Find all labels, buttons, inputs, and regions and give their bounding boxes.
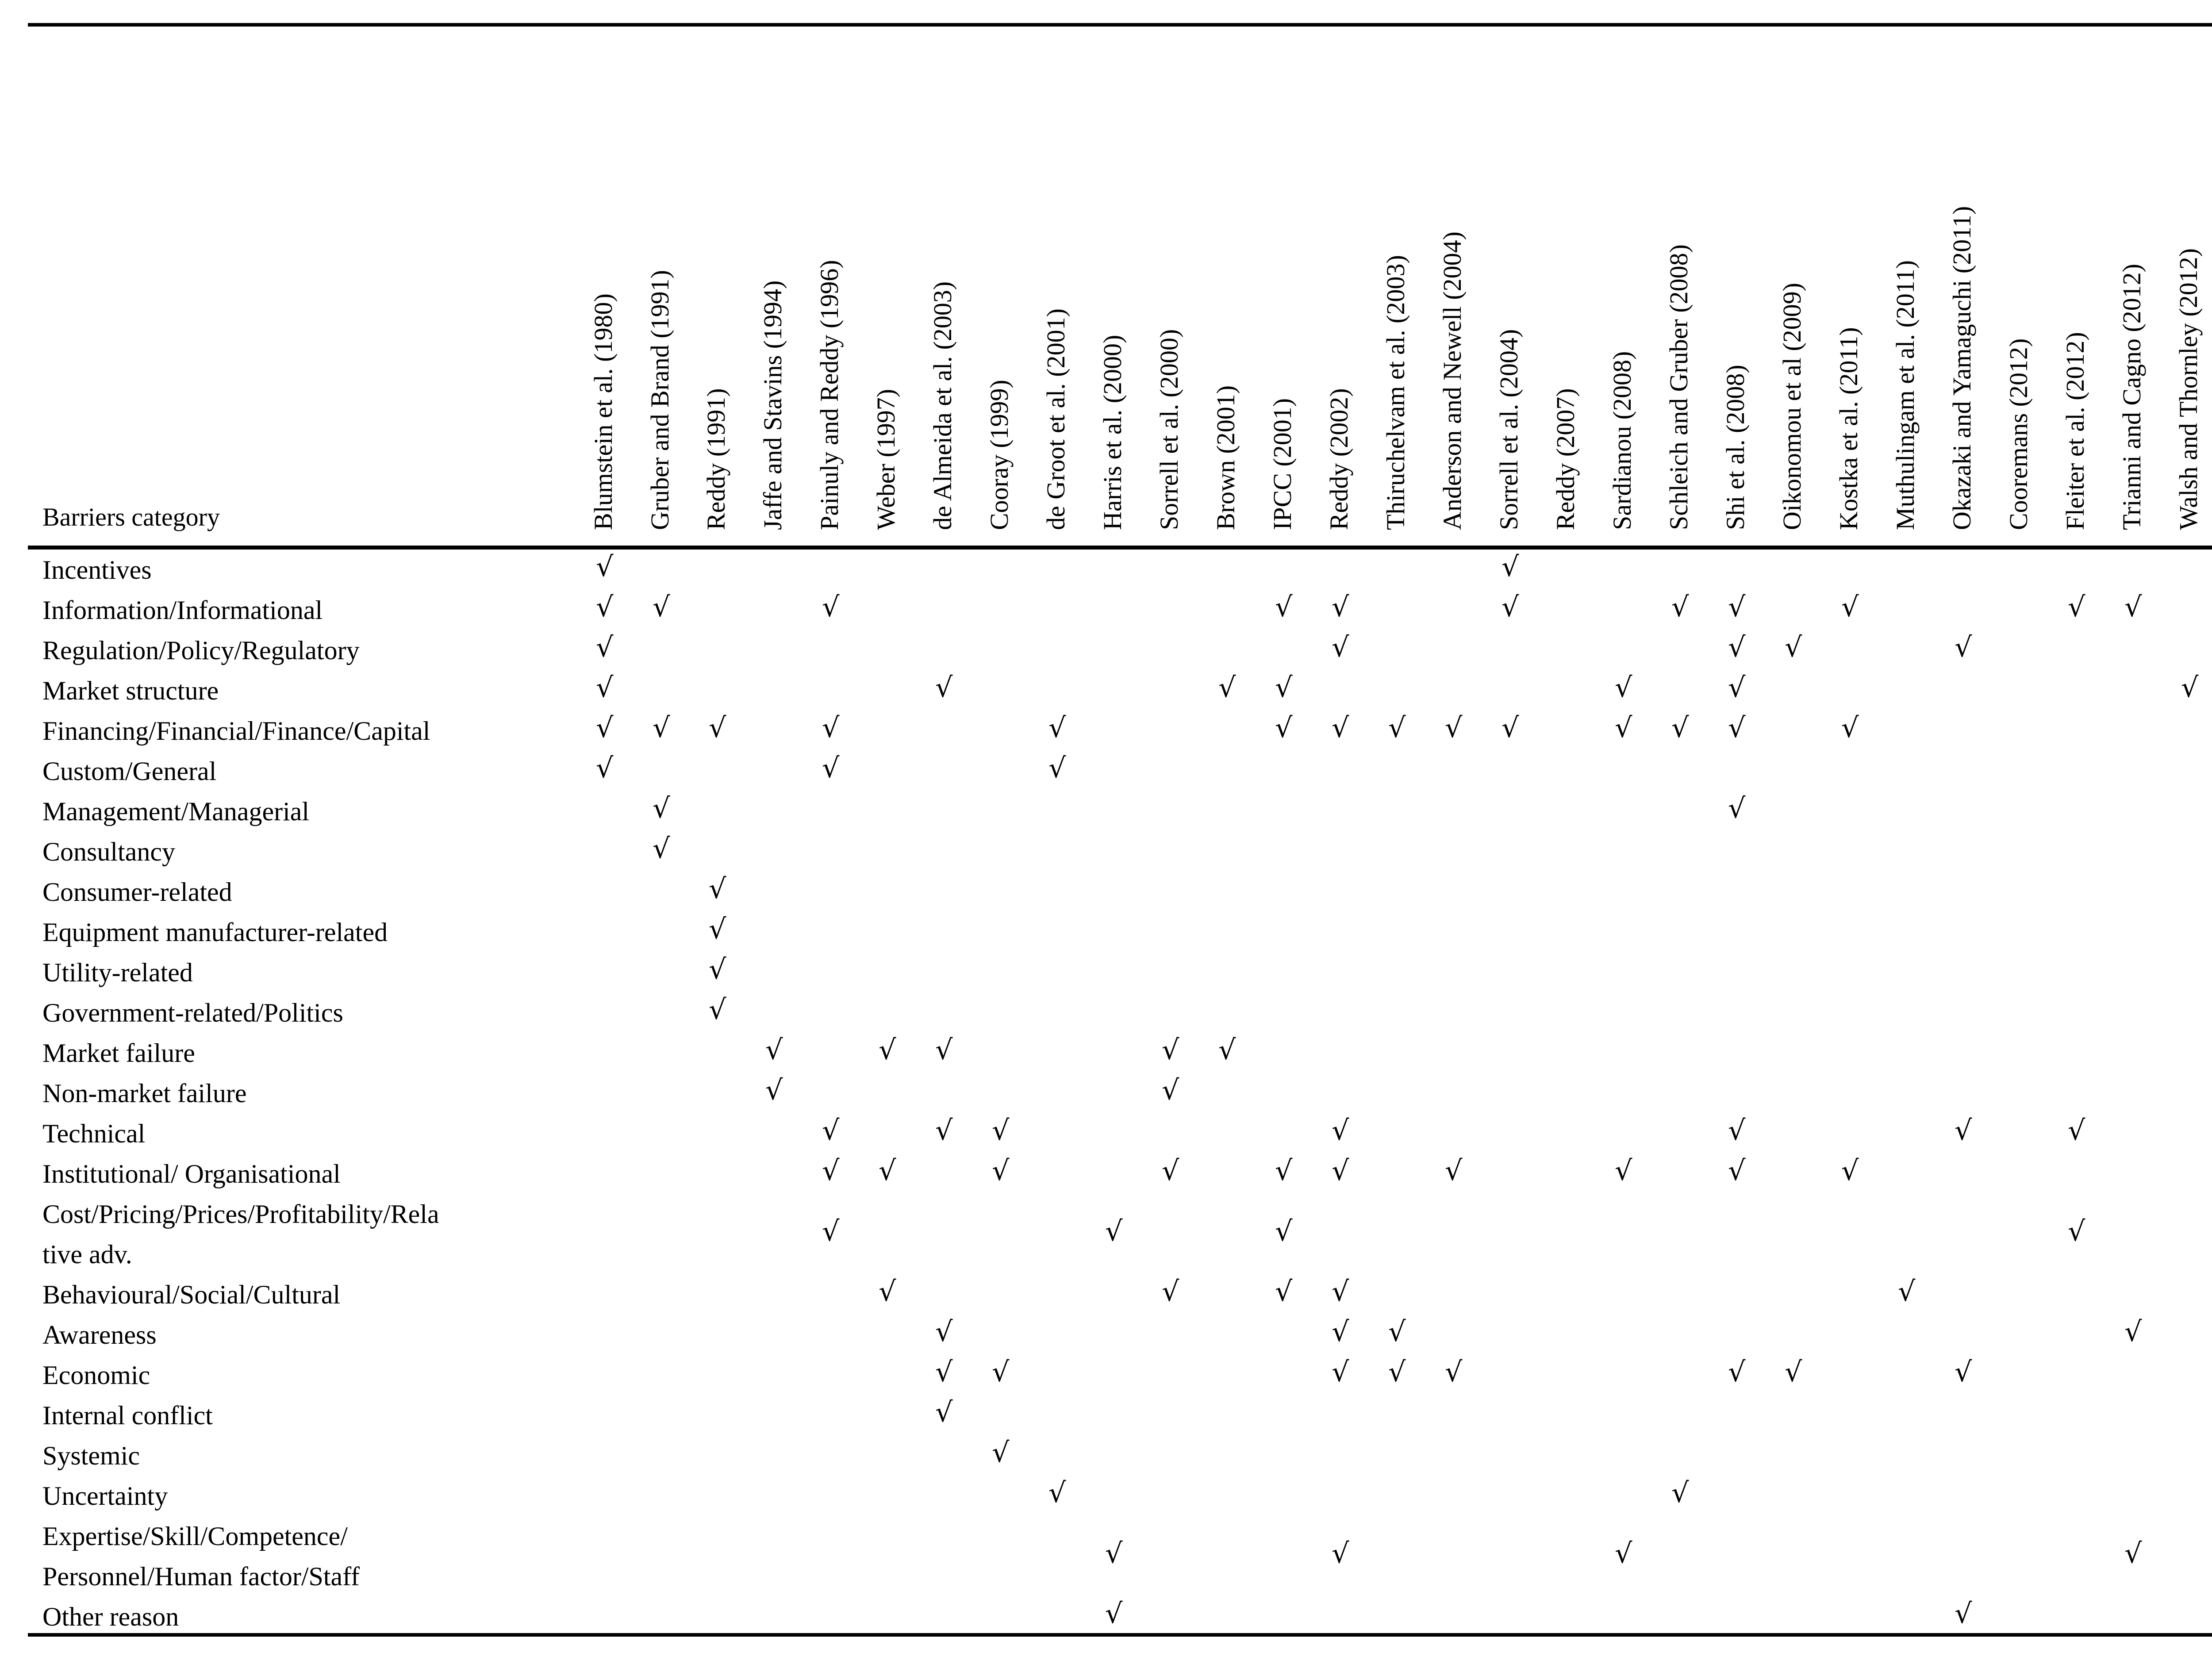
check-mark: √ (1502, 711, 1519, 744)
barrier-category-label: Cost/Pricing/Prices/Profitability/Rela (42, 1199, 439, 1229)
barrier-category-label-continued: tive adv. (42, 1240, 132, 1269)
column-header: Blumstein et al. (1980) (589, 293, 618, 530)
check-mark: √ (879, 1034, 896, 1066)
check-mark: √ (1615, 1154, 1632, 1187)
check-mark: √ (1955, 1356, 1972, 1388)
check-mark: √ (1048, 752, 1066, 784)
barrier-category-label: Internal conflict (42, 1401, 213, 1430)
check-mark: √ (1275, 1215, 1293, 1247)
column-header: Cooray (1999) (985, 380, 1014, 530)
column-header: Weber (1997) (872, 388, 900, 530)
check-mark: √ (822, 1114, 840, 1146)
check-mark: √ (992, 1356, 1010, 1388)
check-mark: √ (1502, 550, 1519, 583)
check-mark: √ (1162, 1154, 1179, 1187)
check-mark: √ (1105, 1215, 1123, 1247)
barrier-category-label: Financing/Financial/Finance/Capital (42, 716, 430, 746)
check-mark: √ (1671, 711, 1689, 744)
barrier-category-label: Institutional/ Organisational (42, 1159, 341, 1188)
column-header: Cooremans (2012) (2004, 338, 2033, 530)
check-mark: √ (1841, 1154, 1859, 1187)
check-mark: √ (1728, 1114, 1746, 1146)
barrier-category-label: Consultancy (42, 837, 175, 866)
table-header-rule (28, 546, 2212, 550)
check-mark: √ (822, 752, 840, 784)
check-mark: √ (1955, 1597, 1972, 1630)
check-mark: √ (1445, 1356, 1463, 1388)
column-header: Sardianou (2008) (1608, 351, 1636, 530)
check-mark: √ (935, 1034, 953, 1066)
check-mark: √ (596, 631, 614, 663)
table-top-rule (28, 23, 2212, 27)
column-header: Jaffe and Stavins (1994) (758, 280, 787, 530)
barrier-category-label: Custom/General (42, 757, 217, 786)
check-mark: √ (1388, 1315, 1406, 1348)
column-header: IPCC (2001) (1268, 398, 1297, 530)
check-mark: √ (879, 1154, 896, 1187)
check-mark: √ (1728, 1154, 1746, 1187)
column-header: Walsh and Thornley (2012) (2174, 248, 2203, 530)
check-mark: √ (1332, 1537, 1349, 1569)
check-mark: √ (1332, 711, 1349, 744)
barrier-category-label: Non-market failure (42, 1079, 247, 1108)
column-header: Oikonomou et al (2009) (1778, 283, 1806, 530)
check-mark: √ (2068, 1215, 2085, 1247)
table-bottom-rule (28, 1633, 2212, 1637)
column-header: Fleiter et al. (2012) (2061, 332, 2089, 530)
check-mark: √ (822, 711, 840, 744)
barriers-category-header: Barriers category (42, 503, 220, 531)
check-mark: √ (596, 591, 614, 623)
check-mark: √ (1728, 792, 1746, 824)
barrier-category-label: Awareness (42, 1320, 157, 1349)
check-mark: √ (1048, 1476, 1066, 1509)
check-mark: √ (1955, 631, 1972, 663)
column-header: Anderson and Newell (2004) (1438, 231, 1467, 530)
check-mark: √ (992, 1154, 1010, 1187)
check-mark: √ (1332, 1114, 1349, 1146)
check-mark: √ (822, 1215, 840, 1247)
check-mark: √ (1275, 1275, 1293, 1307)
check-mark: √ (1162, 1074, 1179, 1106)
column-header: Shi et al. (2008) (1721, 365, 1750, 530)
check-mark: √ (1615, 671, 1632, 703)
check-mark: √ (1275, 1154, 1293, 1187)
barrier-category-label: Market structure (42, 676, 219, 705)
barrier-category-label: Other reason (42, 1602, 179, 1631)
check-mark: √ (596, 550, 614, 583)
column-header: Trianni and Cagno (2012) (2117, 264, 2146, 530)
check-mark: √ (2181, 671, 2199, 703)
check-mark: √ (879, 1275, 896, 1307)
check-mark: √ (1728, 711, 1746, 744)
barrier-category-label: Utility-related (42, 958, 193, 987)
check-mark: √ (653, 832, 670, 865)
check-mark: √ (992, 1114, 1010, 1146)
check-mark: √ (2124, 1537, 2142, 1569)
check-mark: √ (822, 591, 840, 623)
check-mark: √ (1162, 1034, 1179, 1066)
barrier-category-label: Market failure (42, 1038, 195, 1068)
check-mark: √ (935, 1356, 953, 1388)
check-mark: √ (1388, 1356, 1406, 1388)
check-mark: √ (1841, 711, 1859, 744)
column-header: Gruber and Brand (1991) (645, 270, 674, 530)
check-mark: √ (1332, 1315, 1349, 1348)
check-mark: √ (1785, 631, 1802, 663)
check-mark: √ (1332, 1154, 1349, 1187)
column-header: Reddy (2002) (1325, 388, 1353, 530)
barrier-category-label: Technical (42, 1119, 146, 1148)
check-mark: √ (653, 591, 670, 623)
check-mark: √ (1671, 591, 1689, 623)
check-mark: √ (596, 671, 614, 703)
check-mark: √ (1275, 671, 1293, 703)
check-mark: √ (2068, 1114, 2085, 1146)
column-header: Reddy (2007) (1551, 388, 1580, 530)
check-mark: √ (1728, 631, 1746, 663)
check-mark: √ (653, 711, 670, 744)
check-mark: √ (765, 1034, 783, 1066)
barrier-category-label: Incentives (42, 555, 152, 584)
check-mark: √ (2124, 1315, 2142, 1348)
check-mark: √ (1105, 1537, 1123, 1569)
check-mark: √ (709, 873, 726, 905)
barrier-category-label: Behavioural/Social/Cultural (42, 1280, 341, 1309)
column-header: Harris et al. (2000) (1098, 334, 1127, 530)
check-mark: √ (2124, 591, 2142, 623)
check-mark: √ (1502, 591, 1519, 623)
check-mark: √ (709, 993, 726, 1026)
barrier-category-label: Government-related/Politics (42, 998, 343, 1027)
check-mark: √ (1275, 711, 1293, 744)
check-mark: √ (1275, 591, 1293, 623)
check-mark: √ (1615, 1537, 1632, 1569)
check-mark: √ (709, 913, 726, 945)
check-mark: √ (1105, 1597, 1123, 1630)
check-mark: √ (1332, 1356, 1349, 1388)
check-mark: √ (1332, 1275, 1349, 1307)
barrier-category-label: Regulation/Policy/Regulatory (42, 636, 360, 665)
check-mark: √ (1728, 1356, 1746, 1388)
column-header: Kostka et al. (2011) (1834, 327, 1863, 530)
check-mark: √ (596, 711, 614, 744)
check-mark: √ (1218, 671, 1236, 703)
check-mark: √ (1728, 671, 1746, 703)
check-mark: √ (935, 671, 953, 703)
check-mark: √ (1048, 711, 1066, 744)
check-mark: √ (1445, 711, 1463, 744)
column-header: Schleich and Gruber (2008) (1664, 244, 1693, 530)
check-mark: √ (765, 1074, 783, 1106)
barrier-category-label-continued: Personnel/Human factor/Staff (42, 1562, 360, 1591)
check-mark: √ (653, 792, 670, 824)
column-header: Okazaki and Yamaguchi (2011) (1947, 206, 1976, 530)
check-mark: √ (992, 1436, 1010, 1468)
column-header: Sorrell et al. (2000) (1155, 329, 1183, 530)
check-mark: √ (1615, 711, 1632, 744)
check-mark: √ (1445, 1154, 1463, 1187)
barrier-category-label: Systemic (42, 1441, 140, 1470)
column-header: Painuly and Reddy (1996) (815, 260, 844, 530)
check-mark: √ (596, 752, 614, 784)
check-mark: √ (2068, 591, 2085, 623)
check-mark: √ (1162, 1275, 1179, 1307)
barrier-category-label: Management/Managerial (42, 797, 310, 826)
check-mark: √ (1332, 591, 1349, 623)
check-mark: √ (822, 1154, 840, 1187)
check-mark: √ (1728, 591, 1746, 623)
column-header: Sorrell et al. (2004) (1494, 329, 1523, 530)
barrier-category-label: Expertise/Skill/Competence/ (42, 1522, 348, 1551)
barrier-category-label: Equipment manufacturer-related (42, 918, 388, 947)
check-mark: √ (1898, 1275, 1916, 1307)
column-header: Thiruchelvam et al. (2003) (1381, 255, 1410, 530)
check-mark: √ (1388, 711, 1406, 744)
check-mark: √ (709, 711, 726, 744)
check-mark: √ (935, 1315, 953, 1348)
check-mark: √ (1841, 591, 1859, 623)
barrier-category-label: Consumer-related (42, 877, 232, 907)
check-mark: √ (1955, 1114, 1972, 1146)
column-header: Brown (2001) (1211, 385, 1240, 530)
check-mark: √ (1671, 1476, 1689, 1509)
check-mark: √ (1218, 1034, 1236, 1066)
barrier-category-label: Information/Informational (42, 596, 323, 625)
column-header: de Groot et al. (2001) (1041, 308, 1070, 530)
check-mark: √ (935, 1396, 953, 1428)
check-mark: √ (709, 953, 726, 985)
barrier-category-label: Uncertainty (42, 1481, 168, 1511)
check-mark: √ (1332, 631, 1349, 663)
check-mark: √ (935, 1114, 953, 1146)
column-header: de Almeida et al. (2003) (928, 281, 957, 530)
barrier-category-label: Economic (42, 1361, 150, 1390)
check-mark: √ (1785, 1356, 1802, 1388)
column-header: Muthulingam et al. (2011) (1891, 260, 1920, 530)
column-header: Reddy (1991) (702, 388, 730, 530)
